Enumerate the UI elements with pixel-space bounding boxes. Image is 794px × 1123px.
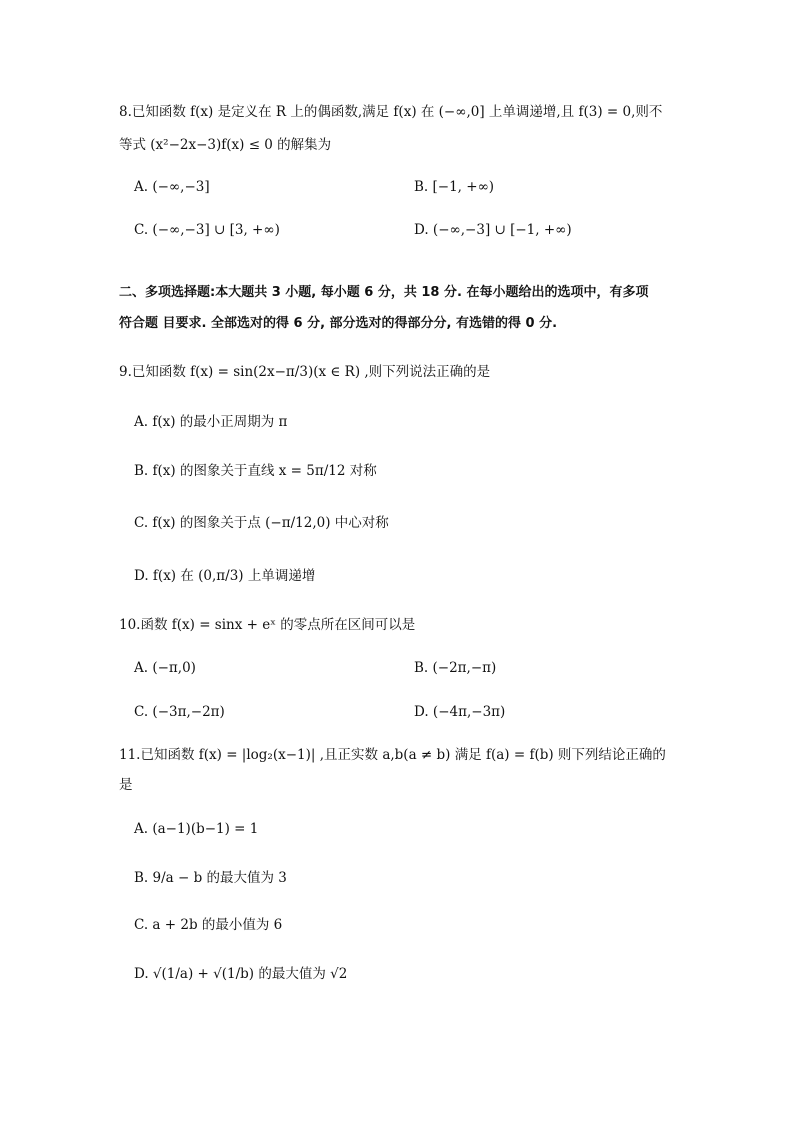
q9-stem: 9.已知函数 f(x) = sin(2x−π/3)(x ∈ R) ,则下列说法正确的是 — [119, 364, 491, 380]
q10-stem: 10.函数 f(x) = sinx + eˣ 的零点所在区间可以是 — [119, 617, 416, 633]
q10-option-c: C. (−3π,−2π) — [134, 704, 225, 720]
q10-option-a: A. (−π,0) — [134, 660, 196, 676]
q11-stem-line1: 11.已知函数 f(x) = |log₂(x−1)| ,且正实数 a,b(a ≠ b) 满足 f(a) = f(b) 则下列结论正确的 — [119, 747, 666, 763]
q11-option-c: C. a + 2b 的最小值为 6 — [134, 917, 283, 933]
q9-option-d: D. f(x) 在 (0,π/3) 上单调递增 — [134, 568, 316, 584]
q8-option-a: A. (−∞,−3] — [134, 179, 210, 195]
q11-stem-line2: 是 — [119, 777, 133, 793]
q9-option-b: B. f(x) 的图象关于直线 x = 5π/12 对称 — [134, 463, 377, 479]
q8-option-d: D. (−∞,−3] ∪ [−1, +∞) — [414, 222, 572, 238]
q8-stem-line1: 8.已知函数 f(x) 是定义在 R 上的偶函数,满足 f(x) 在 (−∞,0] 上单调递增,且 f(3) = 0,则不 — [119, 104, 663, 120]
q11-option-a: A. (a−1)(b−1) = 1 — [134, 821, 259, 837]
q8-stem-line2: 等式 (x²−2x−3)f(x) ≤ 0 的解集为 — [119, 137, 332, 153]
section2-heading-line1: 二、多项选择题:本大题共 3 小题, 每小题 6 分，共 18 分. 在每小题给出的选项中，有多项 — [119, 285, 649, 300]
section2-heading-line2: 符合题 目要求. 全部选对的得 6 分, 部分选对的得部分分, 有选错的得 0 分. — [119, 316, 558, 331]
q9-option-a: A. f(x) 的最小正周期为 π — [134, 414, 288, 430]
q11-option-b: B. 9/a − b 的最大值为 3 — [134, 870, 287, 886]
q10-option-b: B. (−2π,−π) — [414, 660, 497, 676]
q11-option-d: D. √(1/a) + √(1/b) 的最大值为 √2 — [134, 966, 348, 982]
q10-option-d: D. (−4π,−3π) — [414, 704, 506, 720]
q8-option-b: B. [−1, +∞) — [414, 179, 495, 195]
q8-option-c: C. (−∞,−3] ∪ [3, +∞) — [134, 222, 280, 238]
q9-option-c: C. f(x) 的图象关于点 (−π/12,0) 中心对称 — [134, 515, 389, 531]
